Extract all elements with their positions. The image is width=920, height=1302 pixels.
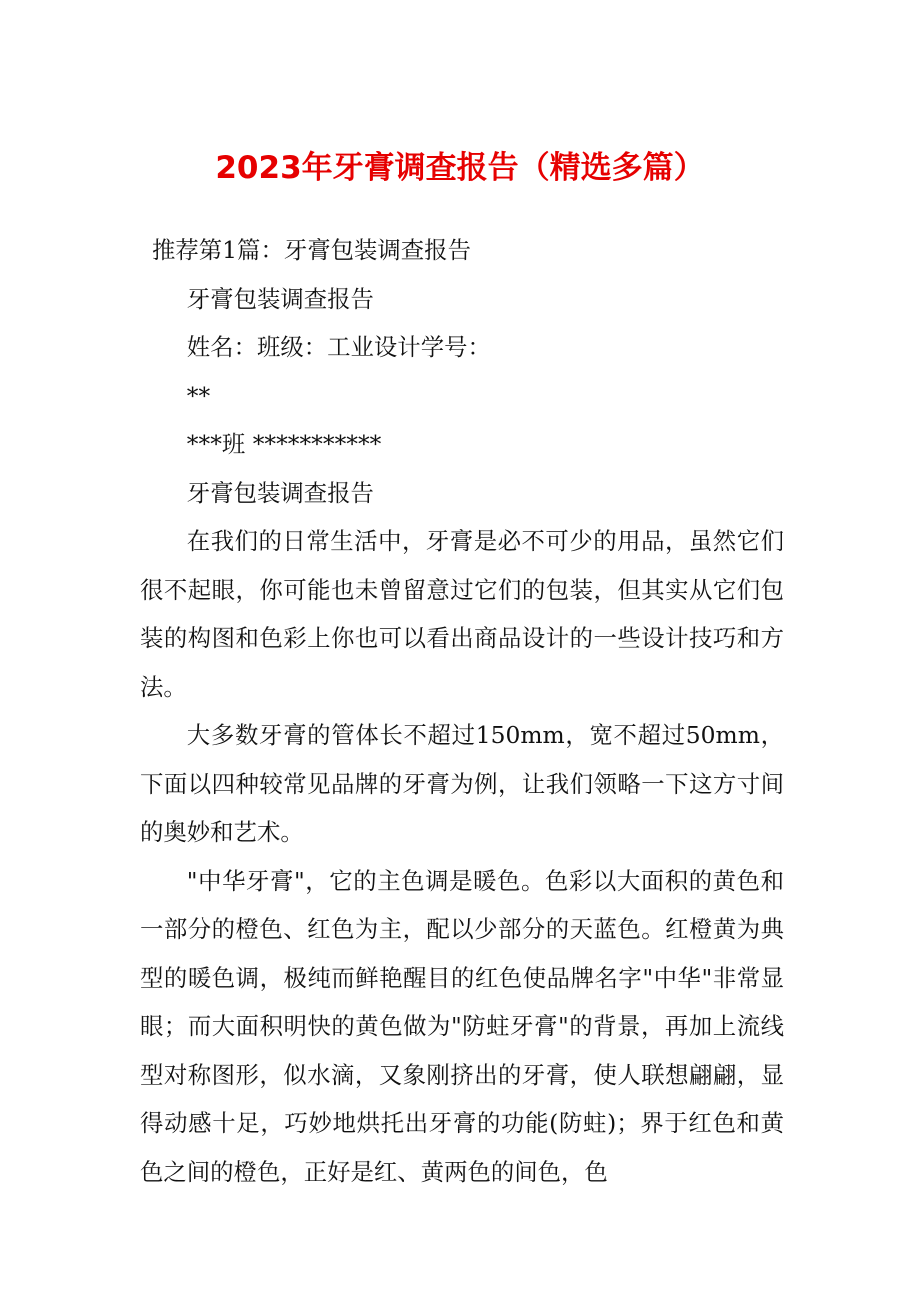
paragraph-zhonghua: "中华牙膏"，它的主色调是暖色。色彩以大面积的黄色和一部分的橙色、红色为主，配以少部分的天蓝色。红橙黄为典型的暖色调，极纯而鲜艳醒目的红色使品牌名字"中华"非常显眼；而大面积明快的黄色做为"防蛀牙膏"的背景，再加上流线型对称图形，似水滴，又象刚挤出的牙膏，使人联想翩翩，显得动感十足，巧妙地烘托出牙膏的功能(防蛀)；界于红色和黄色之间的橙色，正好是红、黄两色的间色，色 [140,866,784,1186]
paragraph-dimensions: 大多数牙膏的管体长不超过150mm，宽不超过50mm，下面以四种较常见品牌的牙膏为例，让我们领略一下这方寸间的奥妙和艺术。 [140,721,784,846]
info-line: 姓名：班级：工业设计学号： [186,333,491,361]
paragraph-intro: 在我们的日常生活中，牙膏是必不可少的用品，虽然它们很不起眼，你可能也未曾留意过它们的包装，但其实从它们包装的构图和色彩上你也可以看出商品设计的一些设计技巧和方法。 [140,527,784,701]
document-body [140,226,784,1196]
report-heading-line: 牙膏包装调查报告 [186,478,374,507]
subtitle-line: 牙膏包装调查报告 [186,284,374,313]
name-placeholder-line: ** [186,381,211,410]
document-title: 2023年牙膏调查报告（精选多篇） [215,150,705,186]
recommend-heading: 推荐第1篇：牙膏包装调查报告 [152,236,471,264]
class-placeholder-line: ***班 *********** [186,430,382,458]
